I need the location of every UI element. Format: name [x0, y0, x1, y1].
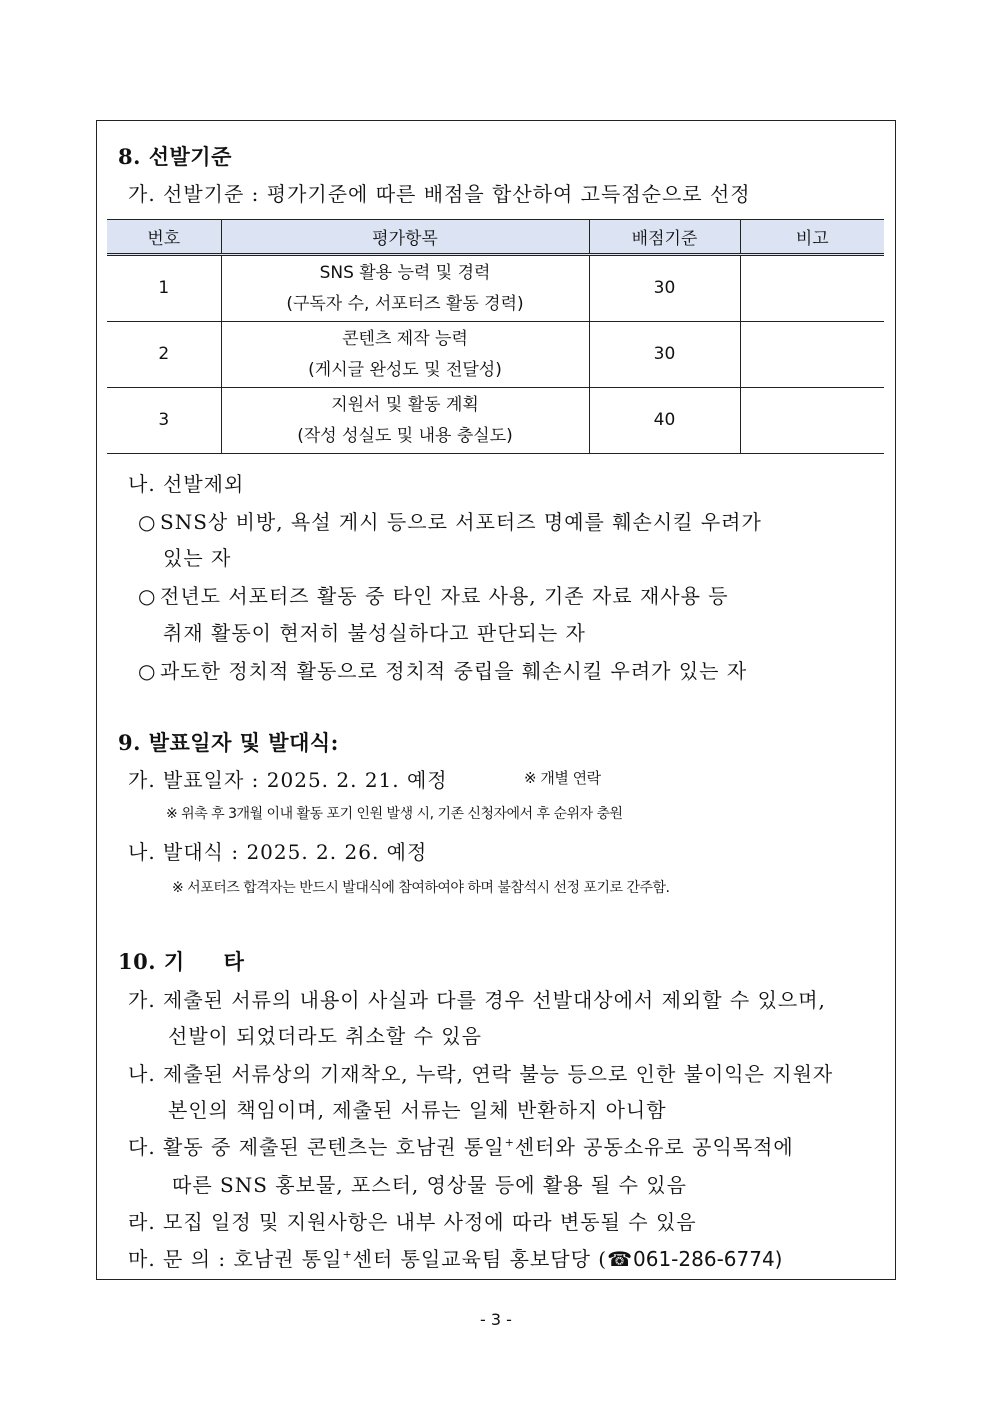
plus-mark: +	[504, 1136, 515, 1149]
misc-item-da-text: 다. 활동 중 제출된 콘텐츠는 호남권 통일	[128, 1135, 505, 1159]
exclusion-text-cont: 취재 활동이 현저히 불성실하다고 판단되는 자	[163, 621, 586, 645]
row-no: 3	[107, 388, 221, 454]
row-note	[740, 322, 884, 388]
exclusion-item	[138, 506, 762, 535]
selection-criteria-line: 가. 선발기준 : 평가기준에 따른 배점을 합산하여 고득점순으로 선정	[128, 182, 751, 206]
announce-note: ※ 개별 연락	[524, 769, 601, 787]
misc-item-da-cont: 따른 SNS 홍보물, 포스터, 영상물 등에 활용 될 수 있음	[172, 1173, 687, 1197]
plus-mark: +	[342, 1248, 353, 1261]
header-score: 배점기준	[589, 220, 740, 255]
misc-item-da-text2: 센터와 공동소유로 공익목적에	[514, 1135, 794, 1159]
exclusion-text-cont: 있는 자	[163, 546, 232, 570]
misc-item-na-cont: 본인의 책임이며, 제출된 서류는 일체 반환하지 아니함	[168, 1098, 667, 1122]
phone-icon: ☎	[607, 1247, 633, 1271]
page-number: - 3 -	[480, 1310, 512, 1329]
row-note	[740, 388, 884, 454]
contact-text: 마. 문 의 : 호남권 통일	[128, 1247, 343, 1271]
bullet-icon: ○	[138, 510, 157, 534]
table-header-row	[107, 220, 884, 255]
table-row	[107, 388, 884, 454]
bullet-icon: ○	[138, 659, 157, 683]
table-row	[107, 322, 884, 388]
row-item	[221, 322, 589, 388]
misc-item-na: 나. 제출된 서류상의 기재착오, 누락, 연락 불능 등으로 인한 불이익은 지원자	[128, 1062, 834, 1086]
row-score: 30	[589, 322, 740, 388]
misc-item-da	[128, 1131, 794, 1160]
section-8-title: 8. 선발기준	[118, 144, 232, 169]
contact-text2: 센터 통일교육팀 홍보담당 (	[352, 1247, 608, 1271]
misc-item-ga: 가. 제출된 서류의 내용이 사실과 다를 경우 선발대상에서 제외할 수 있으며,	[128, 988, 826, 1012]
exclusion-text: 전년도 서포터즈 활동 중 타인 자료 사용, 기존 자료 재사용 등	[160, 584, 729, 608]
section-10-title: 10. 기 타	[118, 949, 245, 974]
misc-item-ma	[128, 1243, 782, 1272]
row-item-line2: (작성 성실도 및 내용 충실도)	[297, 425, 513, 446]
announce-date-line: 가. 발표일자 : 2025. 2. 21. 예정	[128, 768, 448, 792]
exclusion-item	[138, 580, 729, 609]
exclusion-text: 과도한 정치적 활동으로 정치적 중립을 훼손시킬 우려가 있는 자	[160, 659, 748, 683]
misc-item-ga-cont: 선발이 되었더라도 취소할 수 있음	[168, 1024, 482, 1048]
row-item-line1: 콘텐츠 제작 능력	[342, 328, 468, 349]
exclusion-text: SNS상 비방, 욕설 게시 등으로 서포터즈 명예를 훼손시킬 우려가	[160, 510, 762, 534]
table-row	[107, 255, 884, 322]
announce-subnote: ※ 위촉 후 3개월 이내 활동 포기 인원 발생 시, 기존 신청자에서 후 순위자 충원	[166, 806, 623, 822]
exclusion-item	[138, 655, 747, 684]
row-item-line2: (게시글 완성도 및 전달성)	[308, 359, 502, 380]
header-item: 평가항목	[221, 220, 589, 255]
row-no: 2	[107, 322, 221, 388]
row-note	[740, 255, 884, 322]
ceremony-date-line: 나. 발대식 : 2025. 2. 26. 예정	[128, 840, 428, 864]
phone-number: 061-286-6774)	[633, 1247, 783, 1271]
row-item	[221, 388, 589, 454]
misc-item-ra: 라. 모집 일정 및 지원사항은 내부 사정에 따라 변동될 수 있음	[128, 1210, 697, 1234]
row-score: 30	[589, 255, 740, 322]
row-no: 1	[107, 255, 221, 322]
ceremony-subnote: ※ 서포터즈 합격자는 반드시 발대식에 참여하여야 하며 불참석시 선정 포기로 간주함.	[172, 880, 670, 896]
header-no: 번호	[107, 220, 221, 255]
row-item-line2: (구독자 수, 서포터즈 활동 경력)	[286, 293, 524, 314]
section-9-title: 9. 발표일자 및 발대식:	[118, 730, 339, 755]
bullet-icon: ○	[138, 584, 157, 608]
header-note: 비고	[740, 220, 884, 255]
row-item-line1: SNS 활용 능력 및 경력	[319, 262, 491, 283]
row-score: 40	[589, 388, 740, 454]
row-item	[221, 255, 589, 322]
exclusion-heading: 나. 선발제외	[128, 472, 245, 496]
evaluation-table	[107, 219, 884, 454]
row-item-line1: 지원서 및 활동 계획	[331, 394, 479, 415]
